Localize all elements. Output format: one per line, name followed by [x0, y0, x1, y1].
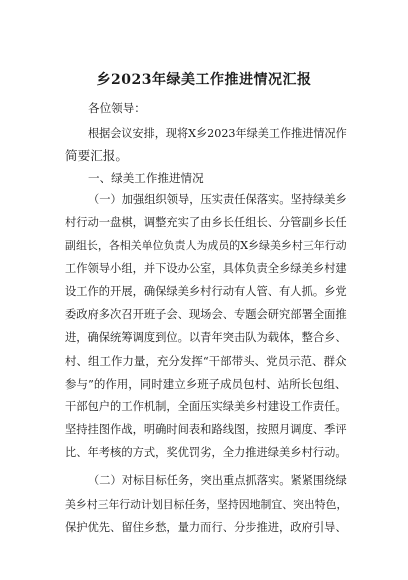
paragraph-line: 工作领导小组，并下设办公室，具体负责全乡绿美乡村建 — [65, 262, 347, 275]
paragraph-line: 村行动一盘棋，调整充实了由乡长任组长、分管副乡长任 — [65, 216, 347, 229]
paragraph-line: 副组长，各相关单位负责人为成员的X乡绿美乡村三年行动 — [65, 239, 347, 252]
subsection-heading: （二）对标目标任务，突出重点抓落实。紧紧围绕绿 — [88, 474, 347, 487]
subsection-heading: （一）加强组织领导，压实责任保落实。坚持绿美乡 — [88, 193, 347, 206]
paragraph-line: 干部包户的工作机制，全面压实绿美乡村建设工作责任。 — [65, 400, 347, 413]
paragraph-line: 美乡村三年行动计划目标任务，坚持因地制宜、突出特色， — [65, 498, 348, 511]
paragraph-line: 保护优先、留住乡愁，量力而行、分步推进，政府引导、 — [65, 521, 347, 534]
paragraph-line: 根据会议安排，现将X乡2023年绿美工作推进情况作 — [88, 127, 347, 140]
paragraph-line: 简要汇报。 — [65, 148, 128, 163]
paragraph-line: 村、组工作力量，充分发挥“干部带头、党员示范、群众 — [65, 354, 347, 368]
paragraph-line: 设工作的开展，确保绿美乡村行动有人管、有人抓。乡党 — [65, 285, 347, 298]
paragraph-line: 比、年考核的方式，奖优罚劣，全力推进绿美乡村行动。 — [65, 446, 347, 459]
paragraph-line: 坚持挂图作战，明确时间表和路线图，按照月调度、季评 — [65, 423, 347, 436]
section-heading: 一、绿美工作推进情况 — [88, 171, 204, 185]
paragraph-line: 委政府多次召开班子会、现场会、专题会研究部署全面推 — [65, 308, 347, 321]
paragraph-line: 进，确保统筹调度到位。以青年突击队为载体，整合乡、 — [65, 331, 347, 344]
paragraph-line: 参与”的作用，同时建立乡班子成员包村、站所长包组、 — [65, 377, 347, 391]
salutation: 各位领导： — [88, 101, 146, 115]
document-title: 乡2023年绿美工作推进情况汇报 — [96, 72, 312, 88]
